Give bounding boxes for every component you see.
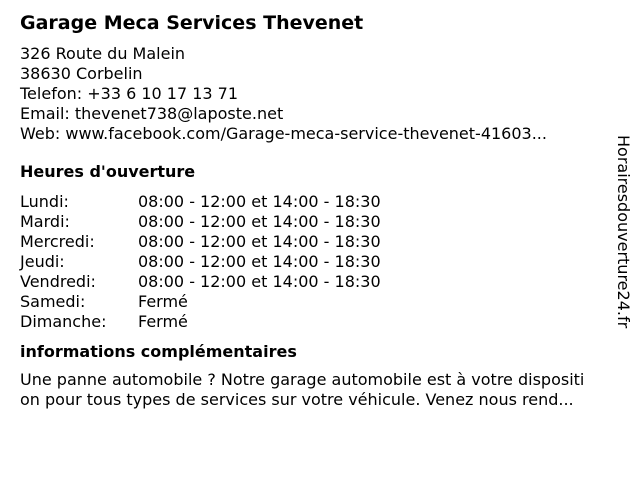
email-address: Email: thevenet738@laposte.net <box>20 104 284 123</box>
hours-row-sunday <box>20 312 610 332</box>
day-hours: Fermé <box>138 292 188 311</box>
hours-row-wednesday <box>20 232 610 252</box>
site-watermark: Horairesdouverture24.fr <box>614 135 633 329</box>
phone-number: Telefon: +33 6 10 17 13 71 <box>20 84 239 103</box>
day-hours: 08:00 - 12:00 et 14:00 - 18:30 <box>138 272 381 291</box>
address-street: 326 Route du Malein <box>20 44 186 63</box>
address-city: 38630 Corbelin <box>20 64 143 83</box>
day-label: Dimanche: <box>20 312 107 331</box>
opening-hours-table <box>20 192 610 332</box>
day-hours: 08:00 - 12:00 et 14:00 - 18:30 <box>138 252 381 271</box>
description-line-1: Une panne automobile ? Notre garage automobile est à votre dispositi <box>20 370 585 389</box>
day-label: Mercredi: <box>20 232 95 251</box>
day-hours: 08:00 - 12:00 et 14:00 - 18:30 <box>138 212 381 231</box>
day-label: Jeudi: <box>20 252 65 271</box>
day-label: Lundi: <box>20 192 69 211</box>
day-hours: 08:00 - 12:00 et 14:00 - 18:30 <box>138 192 381 211</box>
day-label: Mardi: <box>20 212 70 231</box>
business-card <box>20 10 610 410</box>
day-label: Samedi: <box>20 292 86 311</box>
description-line-2: on pour tous types de services sur votre véhicule. Venez nous rend... <box>20 390 574 409</box>
business-name: Garage Meca Services Thevenet <box>20 12 364 34</box>
day-label: Vendredi: <box>20 272 96 291</box>
hours-row-monday <box>20 192 610 212</box>
day-hours: 08:00 - 12:00 et 14:00 - 18:30 <box>138 232 381 251</box>
hours-row-friday <box>20 272 610 292</box>
hours-row-tuesday <box>20 212 610 232</box>
website-link: Web: www.facebook.com/Garage-meca-service-thevenet-41603... <box>20 124 547 143</box>
day-hours: Fermé <box>138 312 188 331</box>
opening-hours-heading: Heures d'ouverture <box>20 162 196 181</box>
hours-row-saturday <box>20 292 610 312</box>
hours-row-thursday <box>20 252 610 272</box>
additional-info-heading: informations complémentaires <box>20 342 297 361</box>
